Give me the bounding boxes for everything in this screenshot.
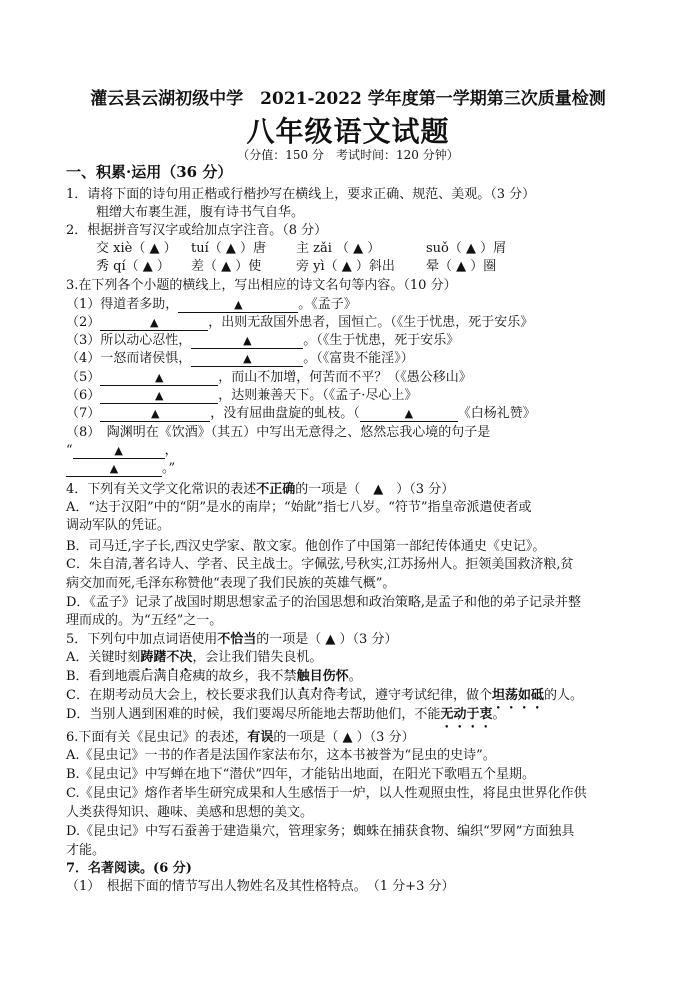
q6-option-c: C.《昆虫记》熔作者毕生研究成果和人生感悟于一炉，以人性观照虫性，将昆虫世界化作供: [66, 786, 587, 801]
q5-prompt: 5．下列句中加点词语使用不恰当的一项是（ ▲ ）（3 分）: [66, 632, 398, 647]
answer-blank[interactable]: ▲: [66, 461, 162, 477]
q4-prompt: 4．下列有关文学文化常识的表述不正确的一项是（ ▲ ）（3 分）: [66, 482, 455, 497]
q2-item: suǒ（ ▲ ）屑: [426, 241, 507, 256]
q6-option-a: A.《昆虫记》一书的作者是法国作家法布尔，这本书被誉为“昆虫的史诗”。: [66, 748, 496, 763]
q2-item: 交 xiè（ ▲ ）: [96, 241, 177, 256]
answer-blank[interactable]: ▲: [191, 351, 303, 367]
q2-item: 主 zǎi （ ▲ ）: [296, 241, 381, 256]
q6-option-c-cont: 人类获得知识、趣味、美感和思想的美文。: [66, 805, 314, 820]
q1-prompt: 1．请将下面的诗句用正楷或行楷抄写在横线上，要求正确、规范、美观。（3 分）: [66, 187, 536, 202]
q5-option-d: D．当别人遇到困难的时候，我们要竭尽所能地去帮助他们，不能无动于衷。: [66, 707, 506, 722]
answer-blank[interactable]: ▲: [191, 333, 303, 349]
answer-blank[interactable]: ▲: [360, 406, 458, 422]
q2-item: tuí（ ▲ ）唐: [191, 241, 267, 256]
answer-blank[interactable]: ▲: [100, 406, 210, 422]
q4-option-b: B．司马迁,字子长,西汉史学家、散文家。他创作了中国第一部纪传体通史《史记》。: [66, 539, 546, 554]
q3-item-5: （5） ▲ ，而山不加增，何苦而不平？（《愚公移山》: [66, 370, 472, 385]
q3-item-8: （8） 陶渊明在《饮酒》（其五）中写出无意得之、悠然忘我心境的句子是: [66, 425, 491, 440]
q3-item-8-line2: ▲ 。”: [66, 460, 634, 478]
q6-option-d: D.《昆虫记》中写石蚕善于建造巢穴，管理家务；蜘蛛在捕获食物、编织“罗网”方面独具: [66, 824, 575, 839]
q2-item: 差（ ▲ ）使: [191, 259, 262, 274]
q5-option-c: C．在期考动员大会上，校长要求我们认真对待考试，遵守考试纪律，做个坦荡如砥的人。: [66, 688, 583, 703]
q2-prompt: 2．根据拼音写汉字或给加点字注音。（8 分）: [66, 223, 328, 238]
q3-item-3: （3）所以动心忍性， ▲ 。（《生于忧患，死于安乐》: [66, 333, 460, 348]
q3-item-6: （6） ▲ ，达则兼善天下。（《孟子·尽心上》: [66, 388, 418, 403]
q6-option-d-cont: 才能。: [66, 843, 106, 858]
q6-option-b: B.《昆虫记》中写蝉在地下“潜伏”四年，才能钻出地面，在阳光下歌唱五个星期。: [66, 767, 535, 782]
page-title: 八年级语文试题: [246, 115, 450, 148]
answer-blank[interactable]: ▲: [100, 388, 218, 404]
answer-blank[interactable]: ▲: [100, 370, 218, 386]
answer-blank[interactable]: ▲: [73, 443, 165, 459]
q1-sentence: 粗缯大布裹生涯，腹有诗书气自华。: [96, 205, 305, 220]
q4-option-c-cont: 病交加而死,毛泽东称赞他“表现了我们民族的英雄气概”。: [66, 576, 396, 591]
q2-item: 晕（ ▲ ）圈: [426, 259, 497, 274]
q5-option-a: A．关键时刻踌躇不决，会让我们错失良机。: [66, 650, 323, 665]
q4-option-c: C．朱自清,著名诗人、学者、民主战士。字佩弦,号秋实,江苏扬州人。拒领美国救济粮,贫: [66, 557, 574, 572]
q4-option-a-cont: 调动军队的凭证。: [66, 518, 171, 533]
q2-item: 旁 yì（ ▲ ）斜出: [296, 259, 395, 274]
q3-item-1: （1）得道者多助， ▲ 。《孟子》: [66, 297, 357, 312]
school-line: 灌云县云湖初级中学 2021-2022 学年度第一学期第三次质量检测: [90, 89, 606, 109]
section-heading: 一、积累·运用（36 分）: [66, 163, 233, 181]
q4-option-d-cont: 理而成的。为“五经”之一。: [66, 613, 223, 628]
q7-heading: 7．名著阅读。(6 分): [66, 861, 192, 876]
q4-option-d: D．《孟子》记录了战国时期思想家孟子的治国思想和政治策略,是孟子和他的弟子记录并整: [66, 595, 582, 610]
q3-prompt: 3.在下列各个小题的横线上，写出相应的诗文名句等内容。（10 分）: [66, 278, 457, 293]
q3-item-4: （4）一怒而诸侯惧， ▲ 。（《富贵不能淫》）: [66, 351, 414, 366]
q3-item-8-line1: “ ▲ ，: [66, 443, 178, 458]
answer-blank[interactable]: ▲: [100, 315, 208, 331]
q3-item-7: （7） ▲ ，没有屈曲盘旋的虬枝。（ ▲ 《白杨礼赞》: [66, 406, 536, 421]
q7-sub-1: （1） 根据下面的情节写出人物姓名及其性格特点。 （1 分+3 分）: [66, 879, 455, 894]
q3-item-2: （2） ▲ ，出则无敌国外患者，国恒亡。（《生于忧患，死于安乐》: [66, 315, 534, 330]
q4-option-a: A．“达于汉阳”中的“阴”是水的南岸；“始龀”指七八岁。“符节”指皇帝派遣使者或: [66, 500, 532, 515]
answer-blank[interactable]: ▲: [178, 297, 298, 313]
exam-info: （分值：150 分 考试时间：120 分钟）: [237, 148, 459, 162]
q2-item: 秀 qí（ ▲ ）: [96, 259, 170, 274]
q6-prompt: 6.下面有关《昆虫记》的表述，有误的一项是（ ▲ ）（3 分）: [66, 730, 415, 745]
q5-option-b: B．看到地震后满目疮痍的故乡，我不禁触目伤怀。: [66, 669, 362, 684]
